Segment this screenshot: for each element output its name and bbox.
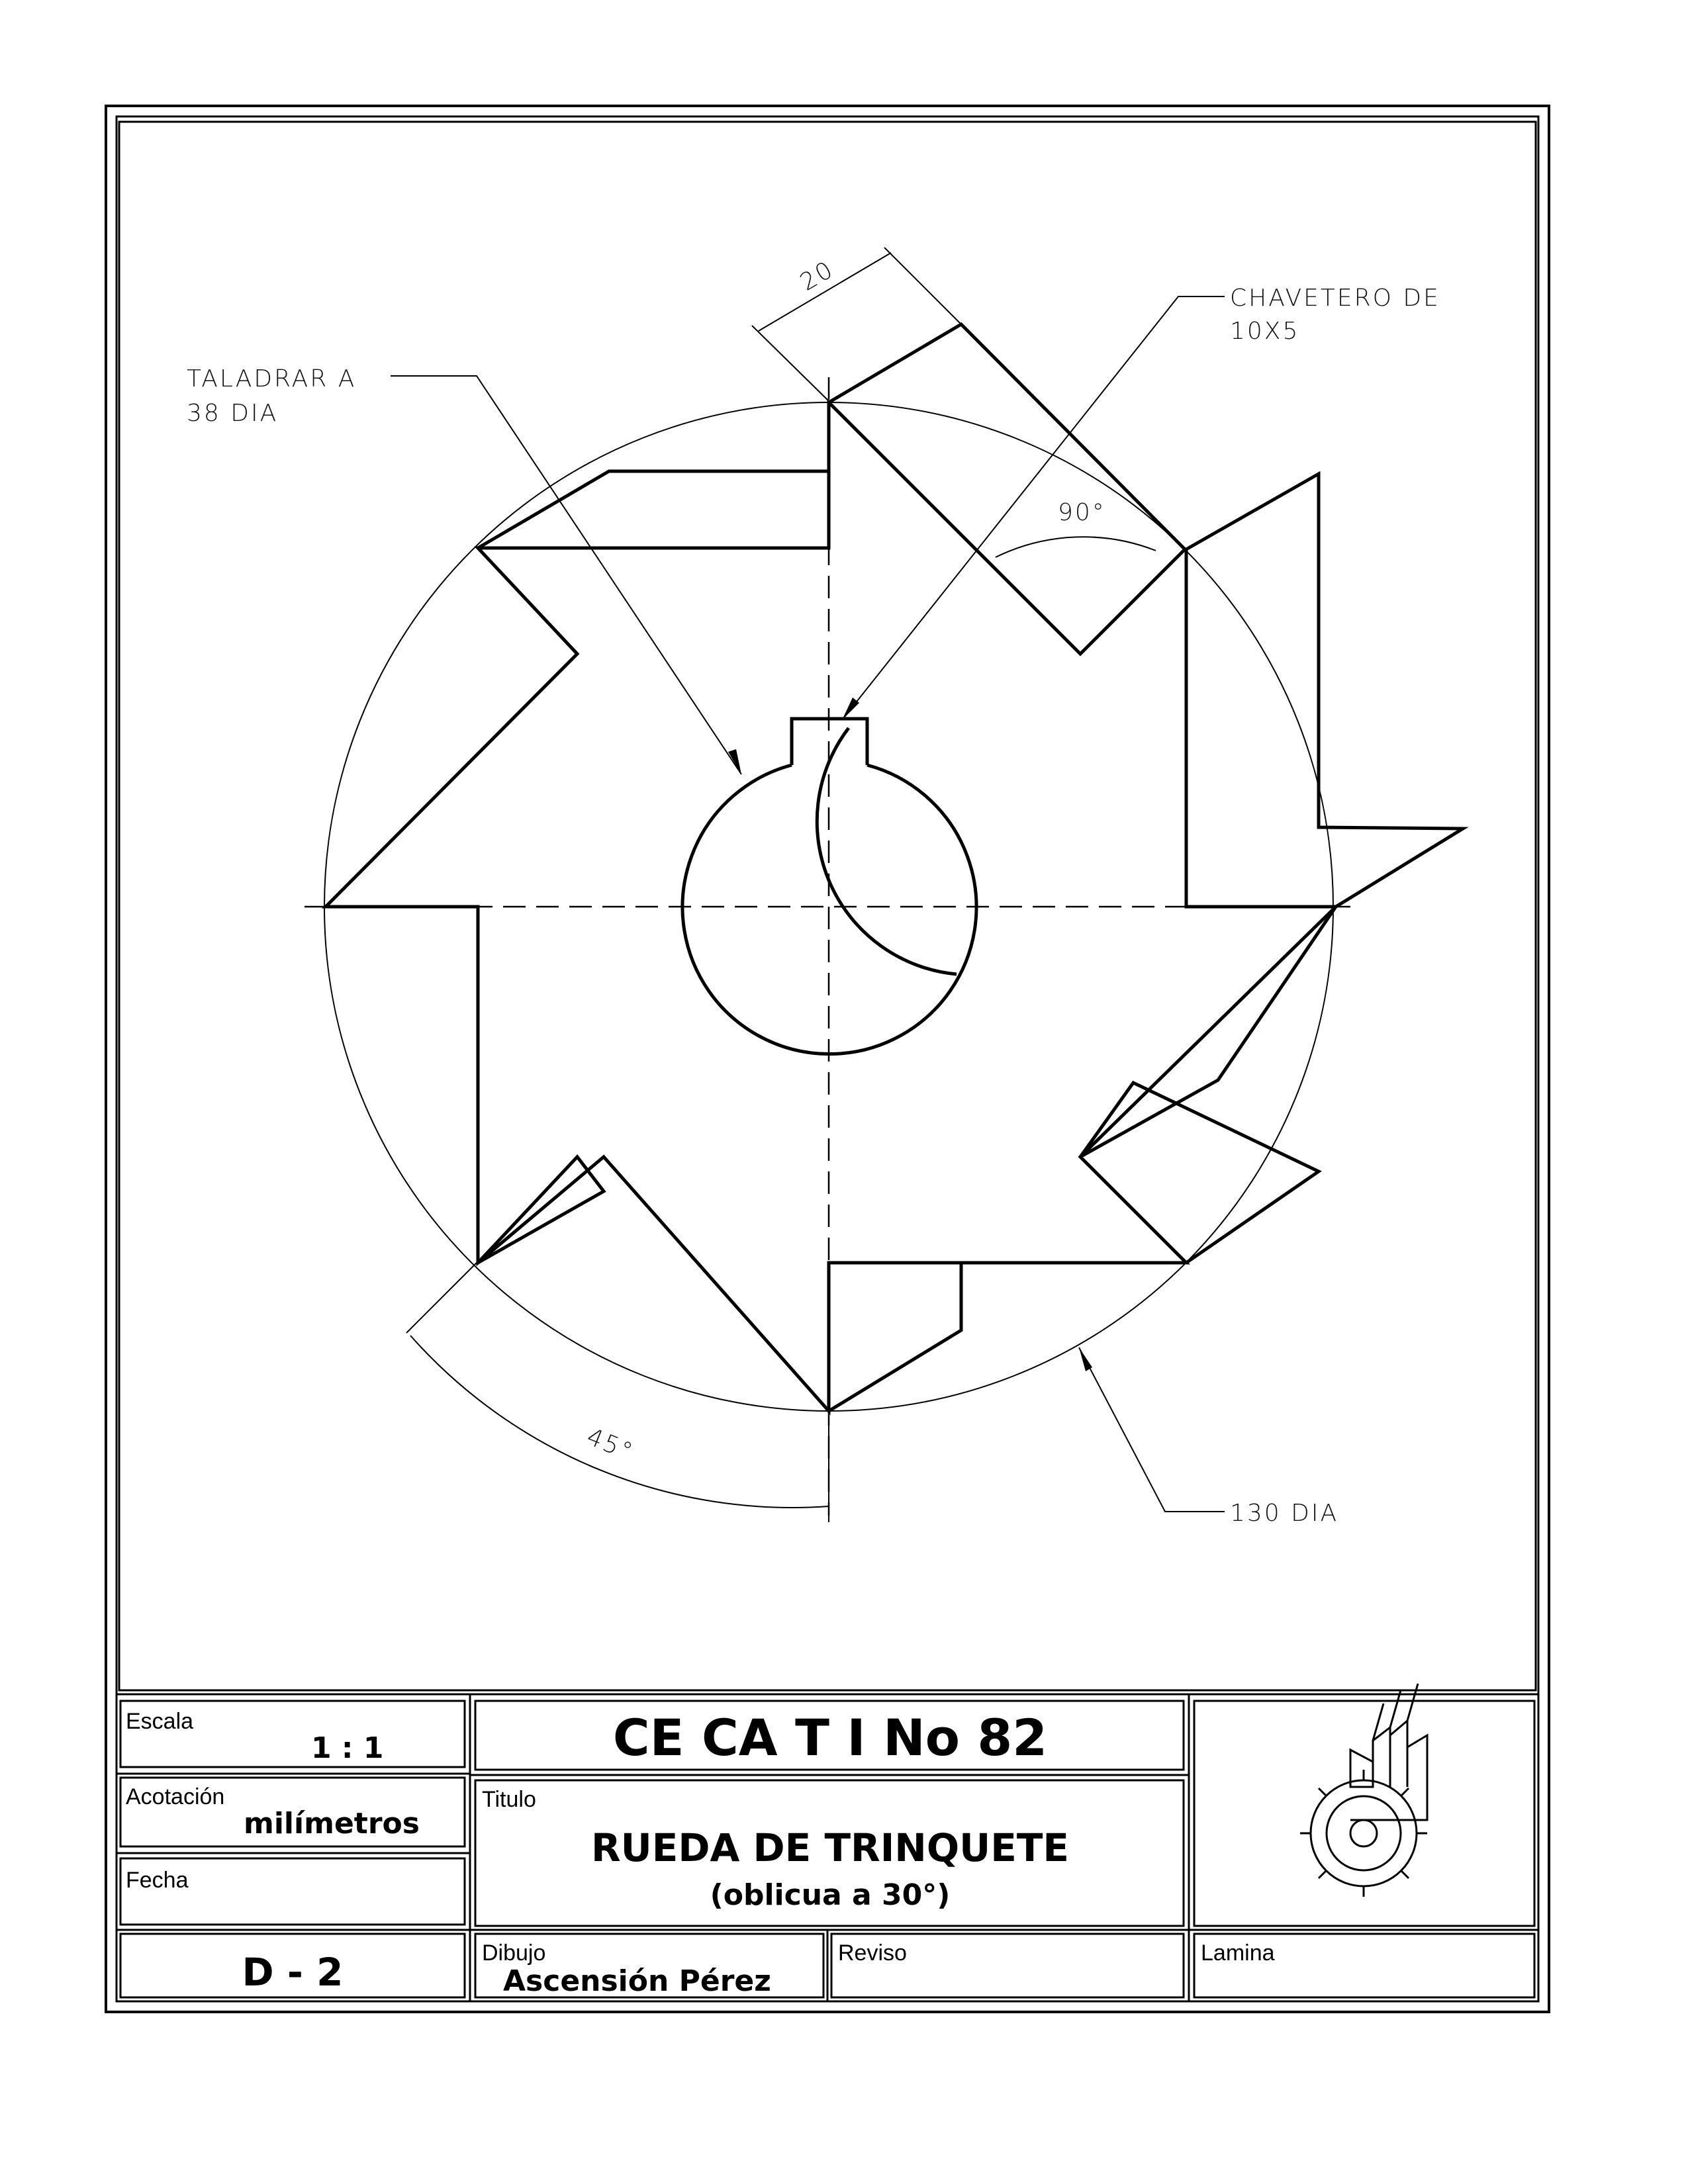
keyway-note-line2: 10X5	[1230, 318, 1300, 345]
units-value: milímetros	[244, 1807, 420, 1841]
subtitle-value: (oblicua a 30°)	[710, 1878, 951, 1912]
drawn-by-label: Dibujo	[482, 1940, 546, 1966]
gear-factory-logo	[1300, 1684, 1427, 1897]
dimension-45	[406, 1263, 829, 1522]
outer-dia-leader-line	[1079, 1347, 1225, 1512]
ratchet-wheel-outline	[326, 324, 1463, 1411]
keyway-note-line1: CHAVETERO DE	[1230, 285, 1440, 312]
drill-note-line2: 38 DIA	[187, 400, 279, 427]
dimension-20	[752, 248, 961, 401]
outer-dia-label: 130 DIA	[1230, 1500, 1339, 1527]
title-value: RUEDA DE TRINQUETE	[590, 1825, 1070, 1870]
angle-45-label: 45°	[583, 1423, 638, 1467]
drawn-by-value: Ascensión Pérez	[503, 1964, 771, 1998]
scale-value: 1 : 1	[311, 1731, 384, 1765]
sheet-label: Lamina	[1201, 1940, 1275, 1966]
drill-leader-line	[391, 376, 741, 774]
drawing-code: D - 2	[242, 1950, 344, 1995]
institution-name: CE CA T I No 82	[612, 1708, 1048, 1767]
units-label: Acotación	[126, 1784, 225, 1809]
angle-90-arc	[996, 537, 1156, 557]
outer-dia-leader-arrow	[1079, 1347, 1092, 1371]
drill-leader-arrow	[728, 749, 741, 774]
date-label: Fecha	[126, 1868, 189, 1893]
reviewed-label: Reviso	[838, 1940, 907, 1966]
drill-note-line1: TALADRAR A	[187, 365, 357, 392]
title-label: Titulo	[482, 1787, 536, 1812]
dimension-20-label: 20	[796, 255, 839, 296]
angle-90-label: 90°	[1058, 499, 1106, 526]
scale-label: Escala	[126, 1709, 194, 1734]
keyway-leader-arrow	[842, 698, 859, 720]
